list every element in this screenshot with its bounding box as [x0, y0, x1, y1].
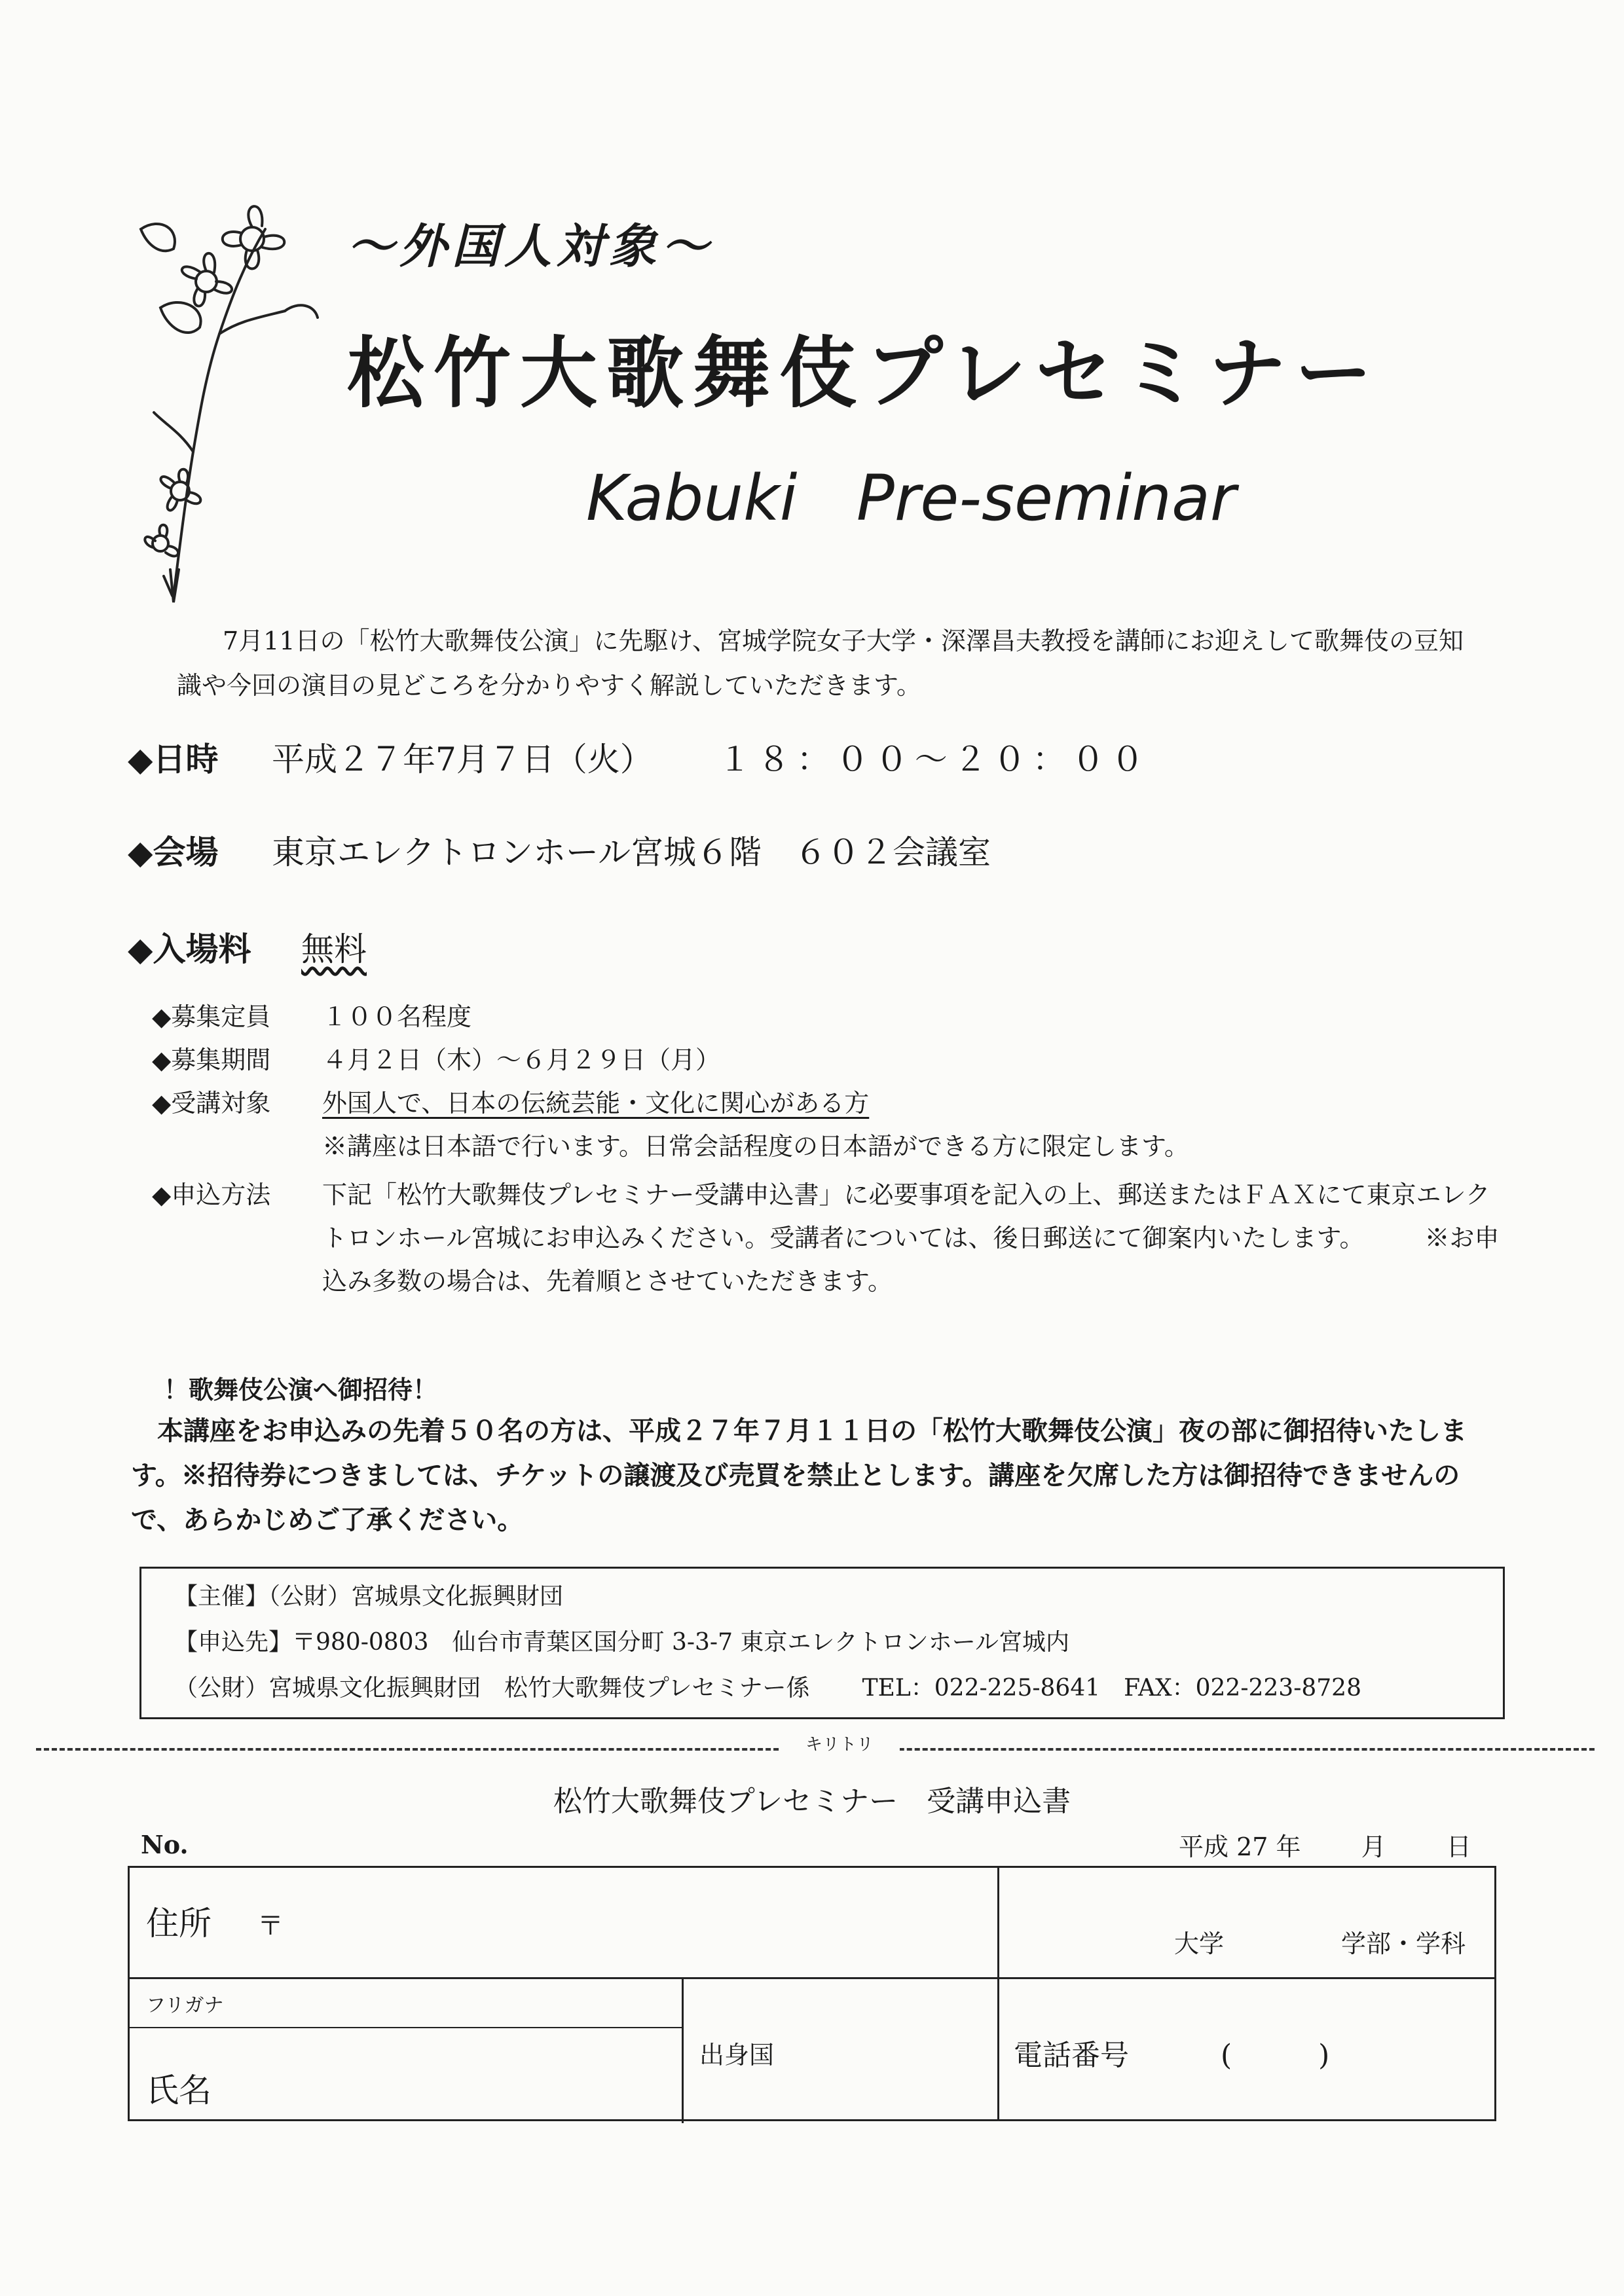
datetime-date: 平成２７年7月７日（火）: [272, 740, 653, 778]
datetime-time: １８：００〜２０：００: [718, 740, 1151, 778]
application-form-table: [128, 1866, 1496, 2121]
form-number-label: No.: [141, 1830, 189, 1859]
target-row: [152, 1082, 869, 1125]
form-divider-furigana: [130, 2027, 682, 2028]
datetime-row: [128, 733, 1151, 780]
page-title: 松竹大歌舞伎プレセミナー: [347, 327, 1382, 418]
subtitle: 〜外国人対象〜: [347, 218, 714, 274]
organizer-tel-fax: TEL：022-225-8641 FAX：022-223-8728: [862, 1675, 1361, 1702]
capacity-value: １００名程度: [322, 1002, 472, 1031]
organizer-contact: （公財）宮城県文化振興財団 松竹大歌舞伎プレセミナー係: [174, 1675, 810, 1702]
target-value: 外国人で、日本の伝統芸能・文化に関心がある方: [322, 1089, 870, 1118]
capacity-row: [152, 995, 471, 1038]
apply-text: 下記「松竹大歌舞伎プレセミナー受講申込書」に必要事項を記入の上、郵送またはＦＡＸにて東京エレクトロンホール宮城にお申込みください。受講者については、後日郵送にて御案内いたします。: [322, 1180, 1490, 1252]
target-note: ※講座は日本語で行います。日常会話程度の日本語ができる方に限定します。: [322, 1132, 1189, 1161]
postal-mark: 〒: [257, 1911, 284, 1941]
form-date-month: 月: [1361, 1832, 1386, 1861]
form-divider-horizontal: [130, 1977, 1494, 1979]
country-label: 出身国: [699, 2041, 775, 2069]
intro-text: 7月11日の「松竹大歌舞伎公演」に先駆け、宮城学院女子大学・深澤昌夫教授を講師にお迎えして歌舞伎の豆知識や今回の演目の見どころを分かりやすく解説していただきます。: [177, 627, 1464, 700]
university-label: 大学: [1174, 1929, 1225, 1958]
apply-value: [322, 1173, 1501, 1303]
capacity-label: ◆募集定員: [152, 1002, 271, 1031]
form-date-era: 平成 27 年: [1179, 1832, 1301, 1861]
furigana-field[interactable]: [146, 1980, 680, 2025]
form-date: [1179, 1827, 1471, 1863]
invitation-body: 本講座をお申込みの先着５０名の方は、平成２７年７月１１日の「松竹大歌舞伎公演」夜の部に御招待いたします。※招待券につきましては、チケットの譲渡及び売買を禁止とします。講座を欠席した方は御招待できませんので、あらかじめご了承ください。: [131, 1415, 1467, 1535]
period-label: ◆募集期間: [152, 1046, 271, 1074]
invitation-title: ！歌舞伎公演へ御招待！: [164, 1375, 438, 1404]
period-row: [152, 1038, 720, 1082]
name-field[interactable]: [146, 2064, 212, 2111]
page-title-english: Kabuki Pre-seminar: [586, 462, 1236, 535]
form-divider-vertical-mid: [682, 1977, 684, 2123]
venue-row: [128, 826, 991, 873]
name-label: 氏名: [146, 2071, 212, 2109]
organizer-host: 【主催】（公財）宮城県文化振興財団: [174, 1583, 564, 1610]
period-value: ４月２日（木）〜６月２９日（月）: [322, 1046, 721, 1074]
fee-row: [128, 923, 367, 970]
organizer-address: 【申込先】〒980-0803 仙台市青葉区国分町 3-3-7 東京エレクトロンホール宮城内: [174, 1629, 1069, 1656]
target-label: ◆受講対象: [152, 1089, 271, 1118]
university-field[interactable]: [1001, 1871, 1495, 1976]
form-date-day: 日: [1446, 1832, 1471, 1861]
address-label: 住所: [146, 1904, 212, 1942]
cherry-blossom-illustration: [134, 177, 344, 609]
form-divider-vertical-right: [997, 1868, 999, 2119]
phone-label: 電話番号: [1014, 2039, 1129, 2072]
faculty-label: 学部・学科: [1341, 1929, 1466, 1958]
venue-value: 東京エレクトロンホール宮城６階 ６０２会議室: [272, 833, 991, 871]
venue-label: ◆会場: [128, 833, 219, 871]
cut-label: キリトリ: [779, 1731, 900, 1755]
fee-value: 無料: [301, 930, 367, 968]
apply-label: ◆申込方法: [152, 1180, 271, 1209]
furigana-label: フリガナ: [146, 1994, 224, 2017]
phone-field[interactable]: [1014, 2032, 1329, 2073]
form-title: 松竹大歌舞伎プレセミナー 受講申込書: [553, 1785, 1071, 1818]
organizer-contact-line: [174, 1666, 1503, 1711]
datetime-label: ◆日時: [128, 740, 219, 778]
fee-label: ◆入場料: [128, 930, 251, 968]
apply-note: ※お申込み多数の場合は、先着順とさせていただきます。: [322, 1224, 1500, 1296]
address-field[interactable]: [146, 1897, 284, 1944]
phone-parens: ( ): [1221, 2039, 1330, 2072]
country-field[interactable]: [699, 2035, 774, 2071]
organizer-box: [139, 1567, 1505, 1719]
